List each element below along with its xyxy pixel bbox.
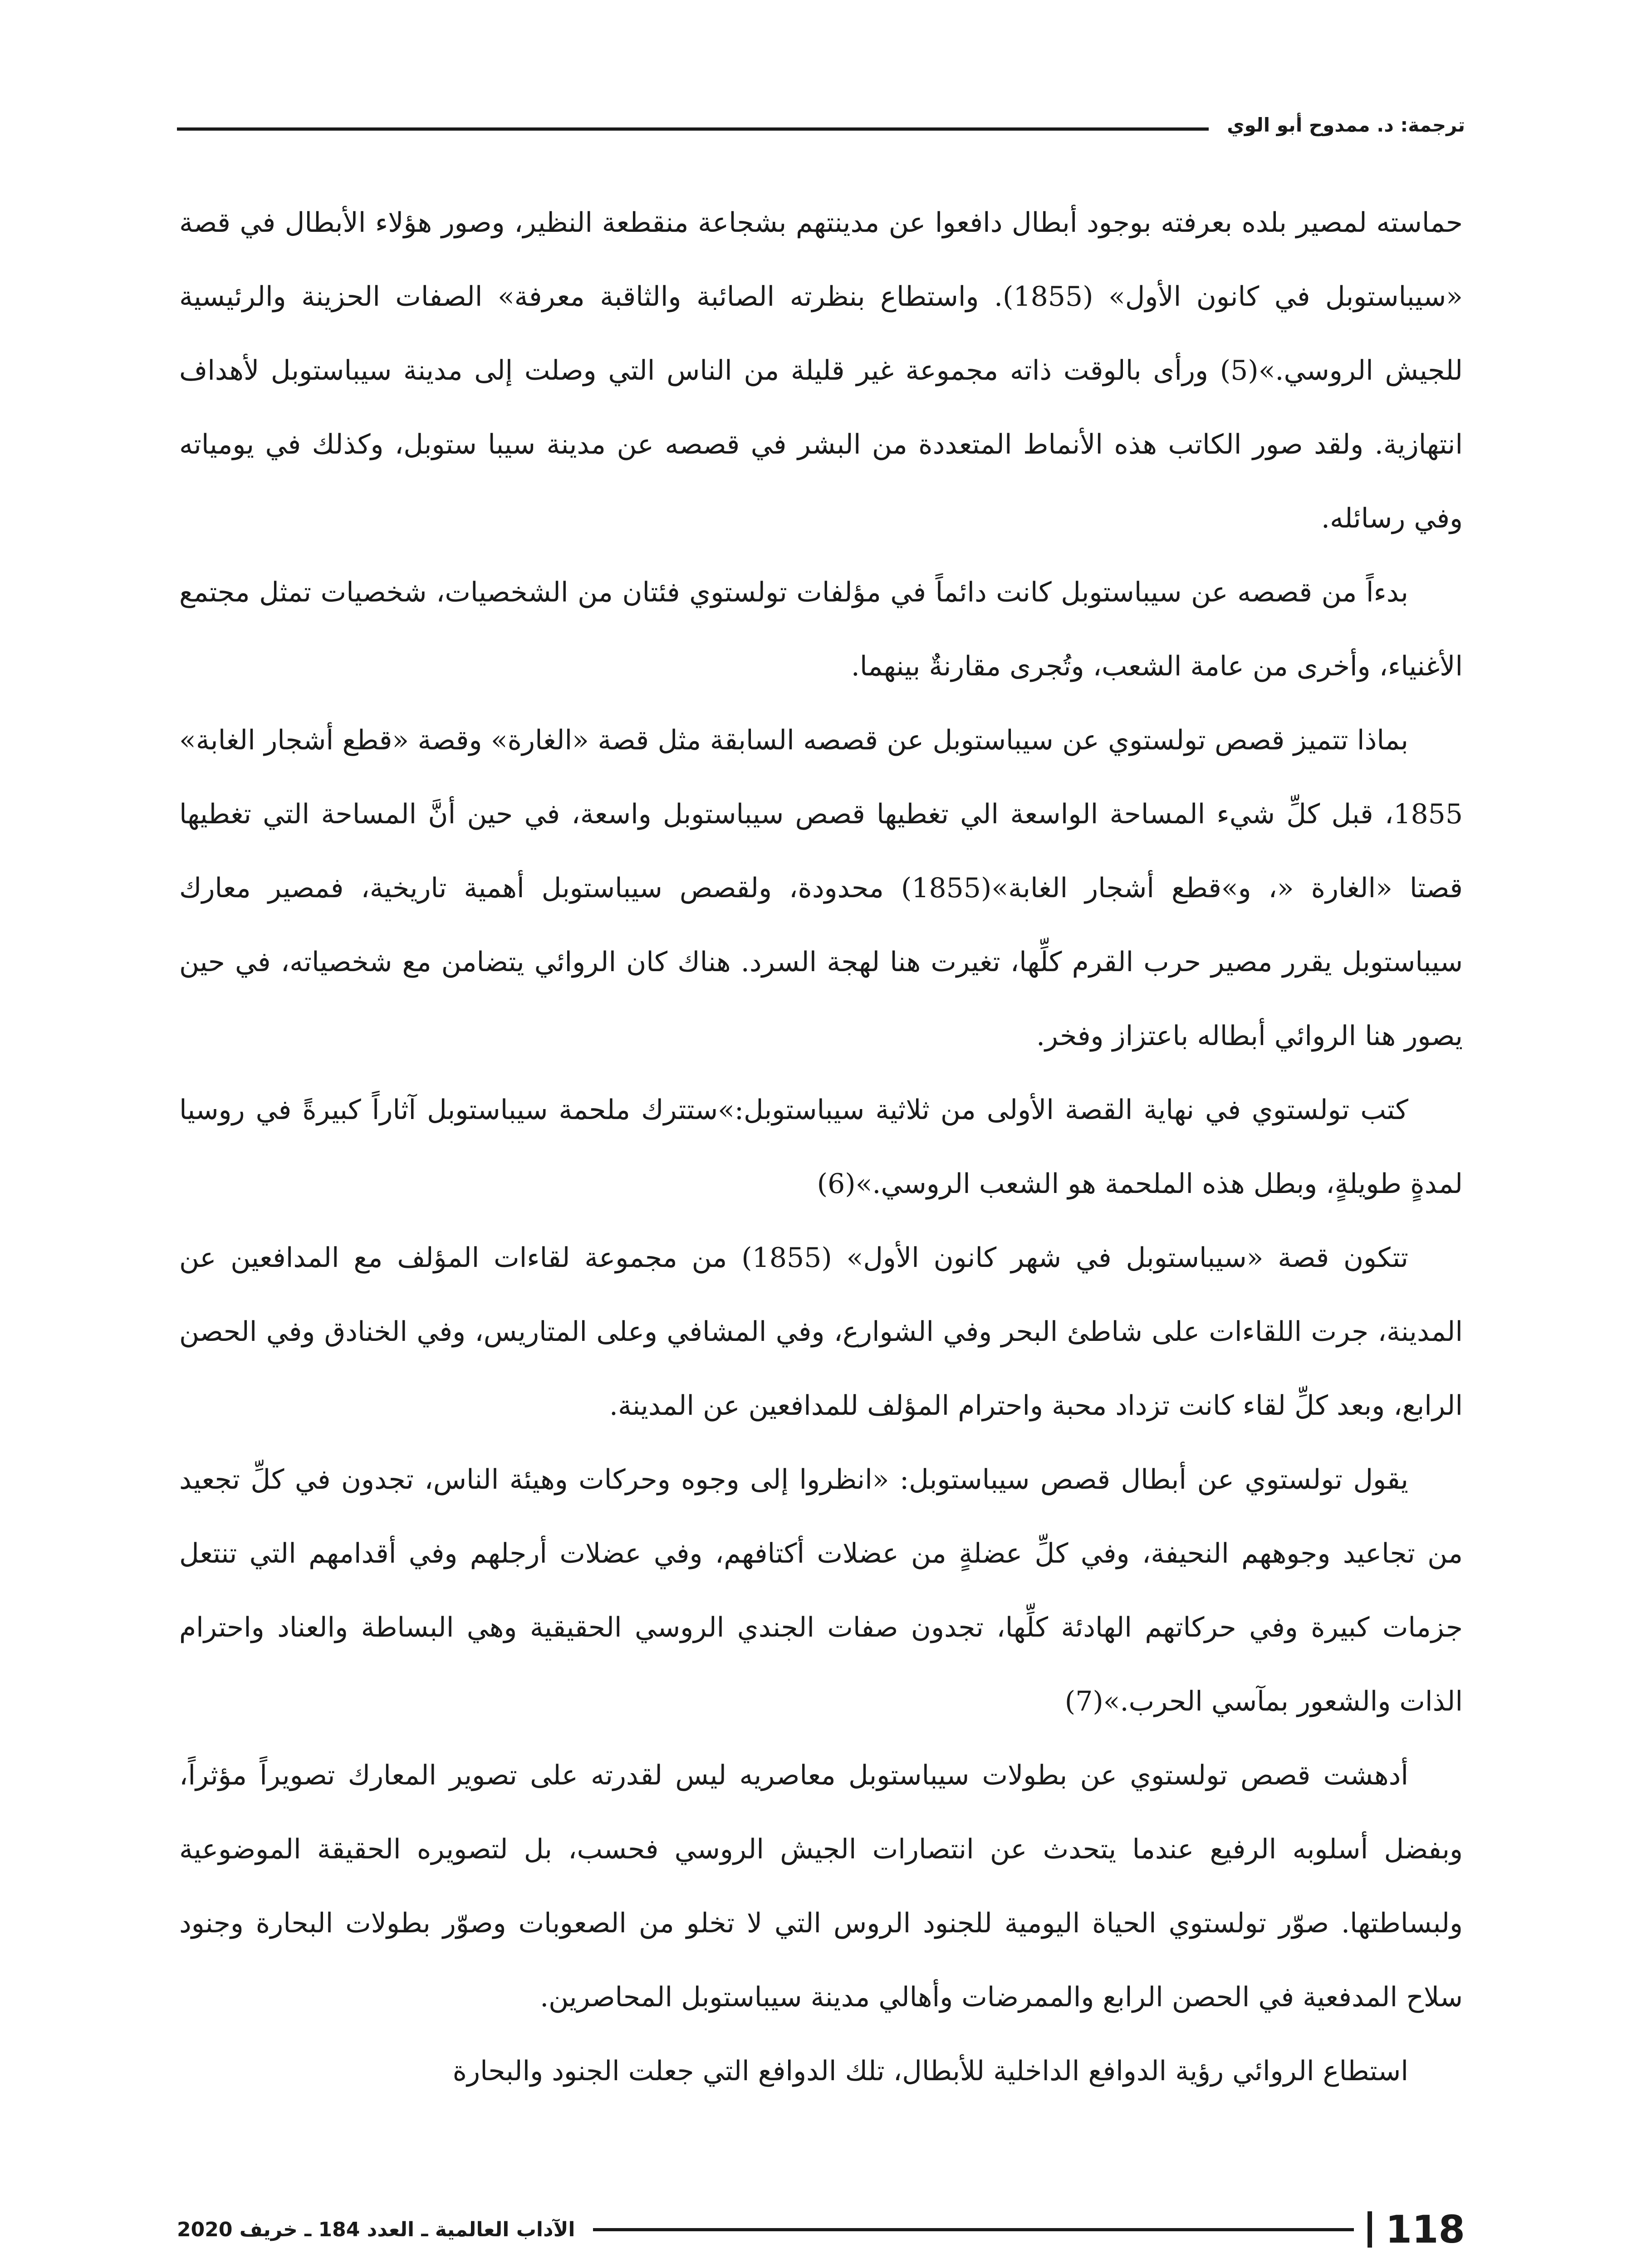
paragraph: كتب تولستوي في نهاية القصة الأولى من ثلاثية سيباستوبل:»ستترك ملحمة سيباستوبل آثاراً كبيرةً في روسيا لمدةٍ طويلةٍ، وبطل هذه الملحمة هو الشعب الروسي.»(6) (179, 1094, 1463, 1200)
header-rule (177, 127, 1209, 131)
paragraph: بماذا تتميز قصص تولستوي عن سيباستوبل عن قصصه السابقة مثل قصة «الغارة» وقصة «قطع أشجار الغابة» 1855، قبل كلِّ شيء المساحة الواسعة الي تغطيها قصص سيباستوبل واسعة، في حين أنَّ المساحة التي تغطيها قصتا «الغارة «، و»قطع أشجار الغابة»(1855) محدودة، ولقصص سيباستوبل أهمية تاريخية، فمصير معارك سيباستوبل يقرر مصير حرب القرم كلِّها، تغيرت هنا لهجة السرد. هناك كان الروائي يتضامن مع شخصياته، في حين يصور هنا الروائي أبطاله باعتزاز وفخر. (179, 724, 1463, 1052)
translator-credit: ترجمة: د. ممدوح أبو الوي (1227, 113, 1465, 136)
paragraph: يقول تولستوي عن أبطال قصص سيباستوبل: «انظروا إلى وجوه وحركات وهيئة الناس، تجدون في كلِّ تجعيد من تجاعيد وجوههم النحيفة، وفي كلِّ عضلةٍ من عضلات أكتافهم، وفي عضلات أرجلهم وفي أقدامهم التي تنتعل جزمات كبيرة وفي حركاتهم الهادئة كلِّها، تجدون صفات الجندي الروسي الحقيقية وهي البساطة والعناد واحترام الذات والشعور بمآسي الحرب.»(7) (179, 1464, 1463, 1717)
page-number: 118 (1385, 2207, 1465, 2252)
page-header (177, 104, 1465, 145)
paragraph: حماسته لمصير بلده بعرفته بوجود أبطال دافعوا عن مدينتهم بشجاعة منقطعة النظير، وصور هؤلاء الأبطال في قصة «سيباستوبل في كانون الأول» (1855). واستطاع بنظرته الصائبة والثاقبة معرفة» الصفات الحزينة والرئيسية للجيش الروسي.»(5) ورأى بالوقت ذاته مجموعة غير قليلة من الناس التي وصلت إلى مدينة سيباستوبل لأهداف انتهازية. ولقد صور الكاتب هذه الأنماط المتعددة من البشر في قصصه عن مدينة سيبا ستوبل، وكذلك في يومياته وفي رسائله. (179, 207, 1463, 534)
article-body (179, 186, 1463, 2108)
journal-issue: الآداب العالمية ـ العدد 184 ـ خريف 2020 (177, 2218, 575, 2241)
page-footer (177, 2204, 1465, 2254)
footer-rule (593, 2228, 1353, 2231)
paragraph: بدءاً من قصصه عن سيباستوبل كانت دائماً في مؤلفات تولستوي فئتان من الشخصيات، شخصيات تمثل مجتمع الأغنياء، وأخرى من عامة الشعب، وتُجرى مقارنةٌ بينهما. (179, 577, 1463, 682)
paragraph: أدهشت قصص تولستوي عن بطولات سيباستوبل معاصريه ليس لقدرته على تصوير المعارك تصويراً مؤثراً، وبفضل أسلوبه الرفيع عندما يتحدث عن انتصارات الجيش الروسي فحسب، بل لتصويره الحقيقة الموضوعية ولبساطتها. صوّر تولستوي الحياة اليومية للجنود الروس التي لا تخلو من الصعوبات وصوّر بطولات البحارة وجنود سلاح المدفعية في الحصن الرابع والممرضات وأهالي مدينة سيباستوبل المحاصرين. (179, 1760, 1463, 2013)
paragraph: استطاع الروائي رؤية الدوافع الداخلية للأبطال، تلك الدوافع التي جعلت الجنود والبحارة (452, 2055, 1408, 2087)
footer-separator-bar (1368, 2211, 1372, 2248)
paragraph: تتكون قصة «سيباستوبل في شهر كانون الأول» (1855) من مجموعة لقاءات المؤلف مع المدافعين عن المدينة، جرت اللقاءات على شاطئ البحر وفي الشوارع، وفي المشافي وعلى المتاريس، وفي الخنادق وفي الحصن الرابع، وبعد كلِّ لقاء كانت تزداد محبة واحترام المؤلف للمدافعين عن المدينة. (179, 1242, 1463, 1422)
